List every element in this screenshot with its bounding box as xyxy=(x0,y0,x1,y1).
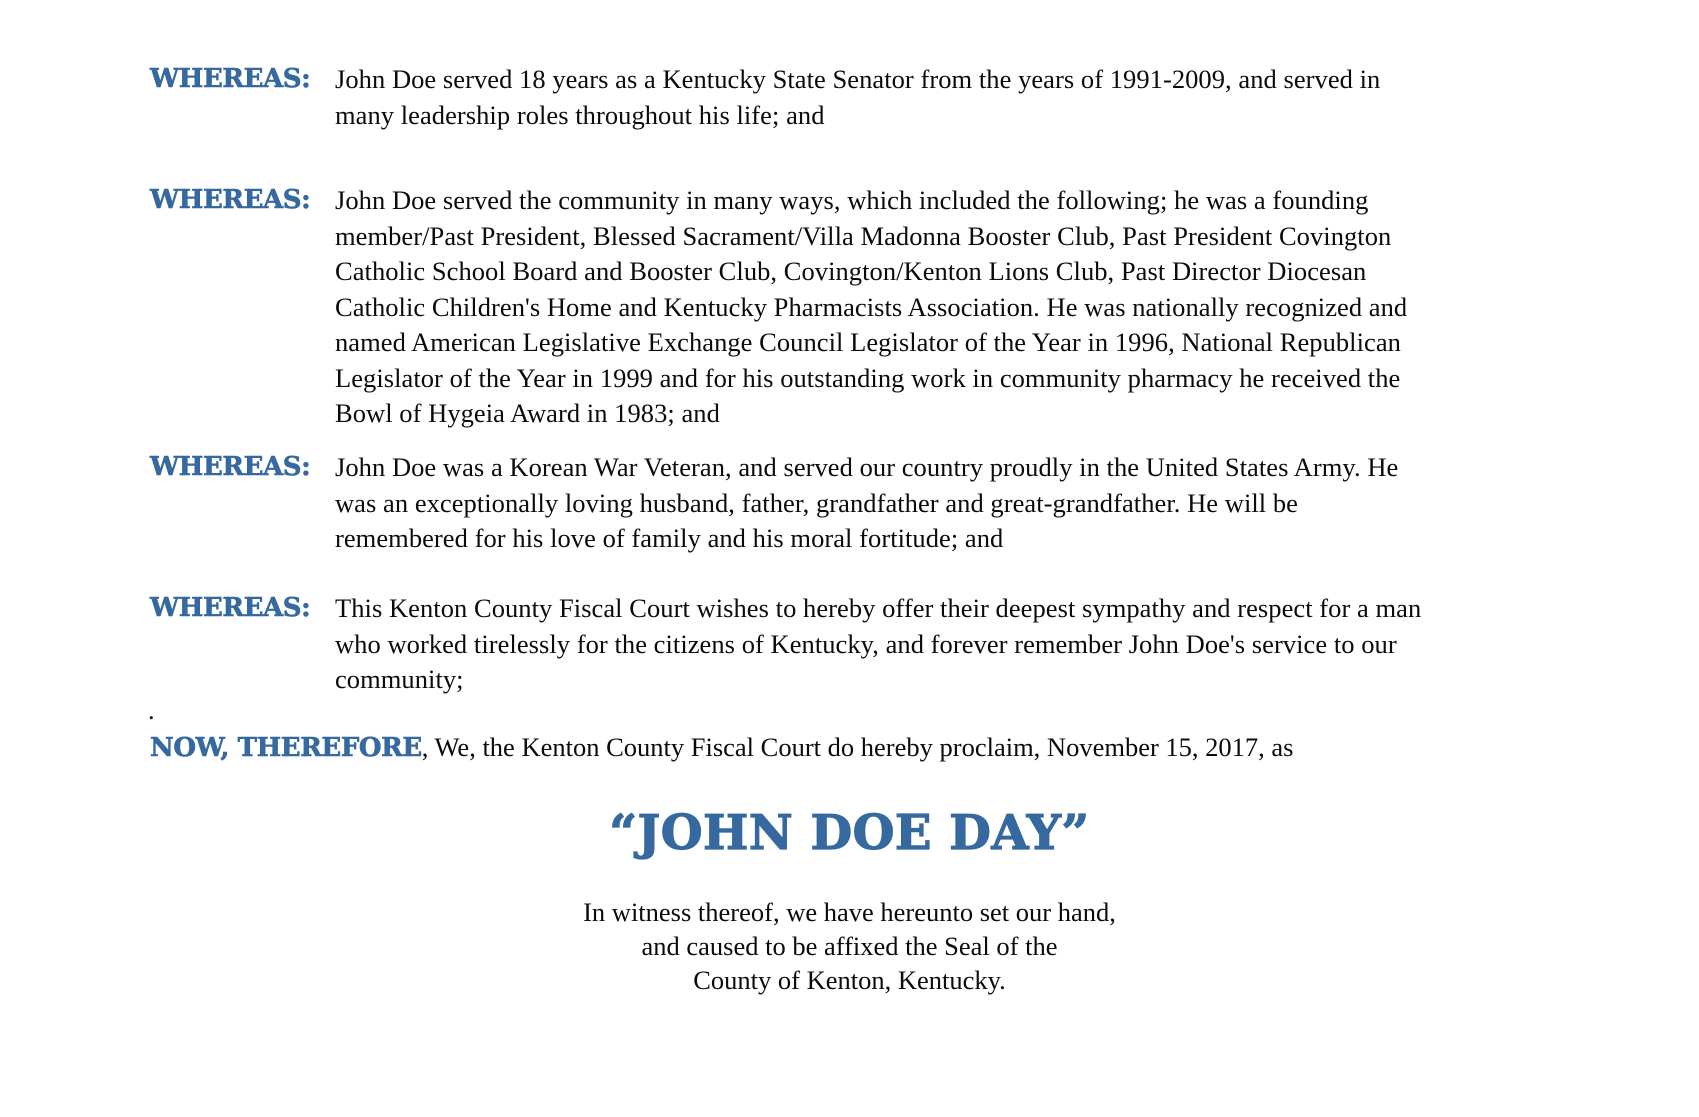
whereas-clause-1 xyxy=(150,62,1435,133)
now-therefore-label: NOW, THEREFORE xyxy=(150,733,422,763)
whereas-body-4: This Kenton County Fiscal Court wishes to hereby offer their deepest sympathy and respect for a man who worked tirelessly for the citizens of Kentucky, and forever remember John Doe's service to our community; xyxy=(335,593,1422,694)
stray-period-mark: . xyxy=(148,695,155,725)
whereas-label-1: WHEREAS: xyxy=(150,64,311,94)
resolution-text: , We, the Kenton County Fiscal Court do hereby proclaim, November 15, 2017, as xyxy=(421,732,1294,762)
whereas-clause-2 xyxy=(150,183,1435,432)
witness-line-1: In witness thereof, we have hereunto set our hand, xyxy=(583,897,1116,927)
witness-block xyxy=(0,895,1699,997)
whereas-label-4: WHEREAS: xyxy=(150,593,311,623)
whereas-body-1: John Doe served 18 years as a Kentucky State Senator from the years of 1991-2009, and served in many leadership roles throughout his life; and xyxy=(335,64,1381,130)
witness-line-3: County of Kenton, Kentucky. xyxy=(693,965,1006,995)
whereas-label-2: WHEREAS: xyxy=(150,185,311,215)
whereas-clause-4 xyxy=(150,591,1435,698)
resolution-line xyxy=(150,730,1450,767)
witness-line-2: and caused to be affixed the Seal of the xyxy=(641,931,1058,961)
whereas-label-3: WHEREAS: xyxy=(150,452,311,482)
whereas-body-3: John Doe was a Korean War Veteran, and served our country proudly in the United States Army. He was an exceptionally loving husband, father, grandfather and great-grandfather. He will be remembered for his love of family and his moral fortitude; and xyxy=(335,452,1399,553)
whereas-clause-3 xyxy=(150,450,1435,557)
proclamation-title: “JOHN DOE DAY” xyxy=(609,805,1090,861)
whereas-body-2: John Doe served the community in many ways, which included the following; he was a founding member/Past President, Blessed Sacrament/Villa Madonna Booster Club, Past President Covington Catholic School Board and Booster Club, Covington/Kenton Lions Club, Past Director Diocesan Catholic Children's Home and Kentucky Pharmacists Association. He was nationally recognized and named American Legislative Exchange Council Legislator of the Year in 1996, National Republican Legislator of the Year in 1999 and for his outstanding work in community pharmacy he received the Bowl of Hygeia Award in 1983; and xyxy=(335,185,1408,428)
